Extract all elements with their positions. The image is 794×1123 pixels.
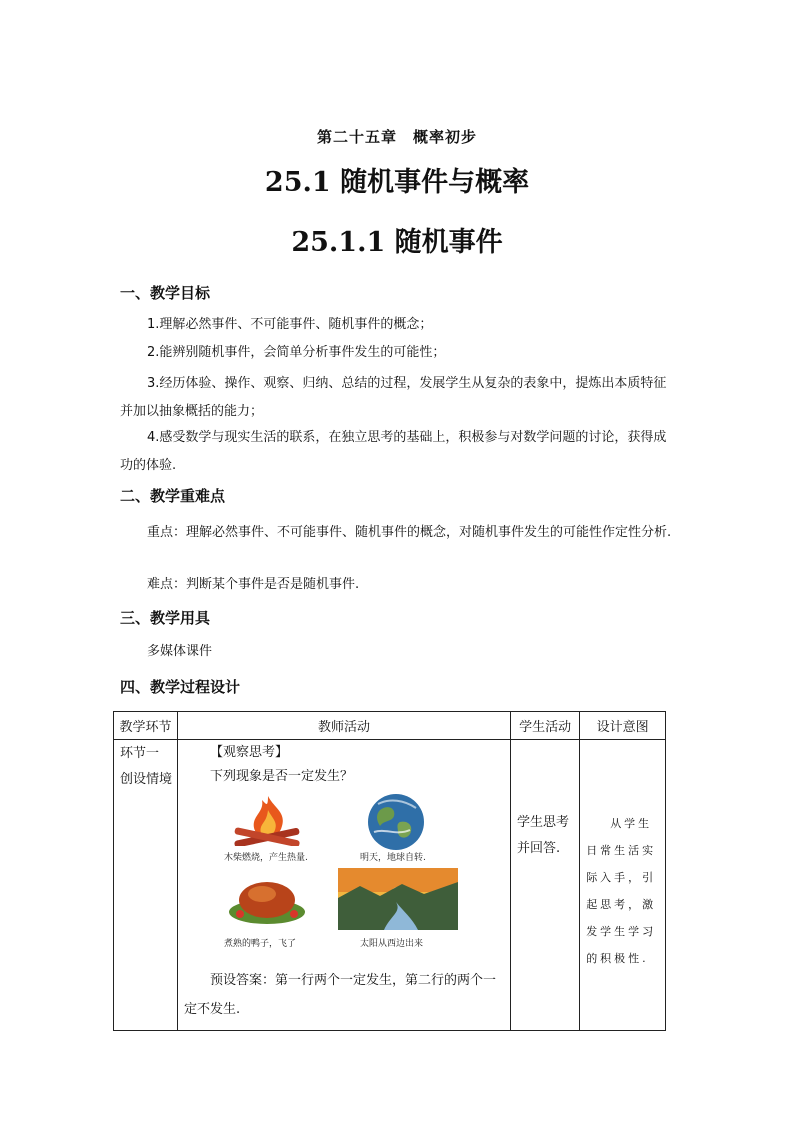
- keypoints-heading: 二、教学重难点: [120, 487, 226, 505]
- goal-item: 4.感受数学与现实生活的联系，在独立思考的基础上，积极参与对数学问题的讨论，获得成功的体验.: [120, 430, 667, 473]
- lesson-table: [113, 711, 666, 1031]
- table-header-cell: 教学环节: [114, 712, 178, 740]
- table-header-cell: 学生活动: [510, 712, 579, 740]
- table-header-cell: 教师活动: [177, 712, 510, 740]
- illustration-grid: [184, 792, 504, 962]
- table-row: [114, 740, 666, 1031]
- goals-heading: 一、教学目标: [120, 284, 211, 302]
- earth-image: [366, 792, 426, 852]
- sunset-river-image: [338, 868, 458, 930]
- campfire-image: [228, 794, 308, 846]
- section-title: 25.1 随机事件与概率: [264, 167, 530, 198]
- student-cell: 学生思考并回答.: [510, 740, 579, 1031]
- teacher-cell: [177, 740, 510, 1031]
- stage-line: 环节一: [120, 746, 160, 761]
- roast-duck-image: [226, 870, 308, 928]
- intent-text: 从学生日常生活实际入手，引起思考，激发学生学习的积极性.: [586, 817, 657, 965]
- teacher-question: 下列现象是否一定发生？: [209, 769, 353, 784]
- tools-text: 多媒体课件: [147, 644, 213, 659]
- difficulty-text: 难点：判断某个事件是否是随机事件.: [147, 577, 360, 592]
- intent-cell: [580, 740, 666, 1031]
- goal-item: 2.能辨别随机事件，会简单分析事件发生的可能性；: [147, 345, 446, 360]
- goal-item: 1.理解必然事件、不可能事件、随机事件的概念；: [147, 317, 433, 332]
- image-caption: 木柴燃烧，产生热量.: [223, 853, 308, 863]
- teacher-answer: 预设答案：第一行两个一定发生，第二行的两个一定不发生.: [183, 973, 496, 1017]
- image-caption: 煮熟的鸭子，飞了: [223, 939, 296, 949]
- subsection-title: 25.1.1 随机事件: [291, 227, 503, 258]
- process-heading: 四、教学过程设计: [120, 678, 241, 696]
- teacher-tag: 【观察思考】: [209, 745, 288, 760]
- focus-text: 重点：理解必然事件、不可能事件、随机事件的概念，对随机事件发生的可能性作定性分析.: [147, 525, 672, 540]
- goal-item: 3.经历体验、操作、观察、归纳、总结的过程，发展学生从复杂的表象中，提炼出本质特征并加以抽象概括的能力；: [120, 376, 667, 419]
- table-header-cell: 设计意图: [580, 712, 666, 740]
- image-caption: 明天，地球自转.: [359, 853, 426, 863]
- table-header-row: [114, 712, 666, 740]
- stage-line: 创设情境: [120, 772, 173, 787]
- stage-cell: [114, 740, 178, 1031]
- chapter-title: 第二十五章 概率初步: [316, 128, 477, 146]
- tools-heading: 三、教学用具: [120, 609, 211, 627]
- image-caption: 太阳从西边出来: [359, 939, 423, 949]
